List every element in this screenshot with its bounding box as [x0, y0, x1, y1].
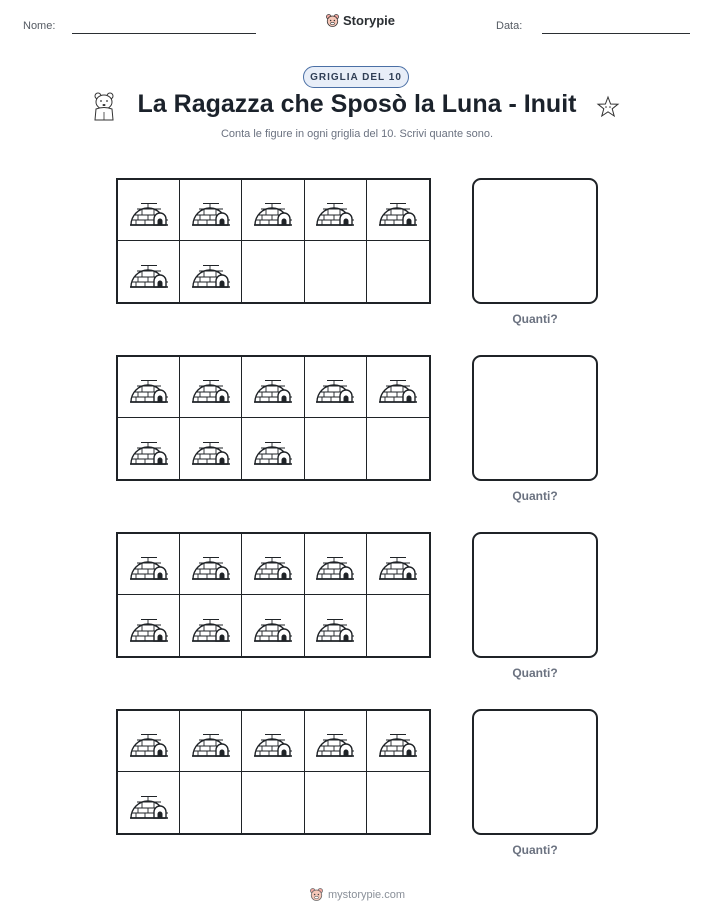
filled-cell: [118, 180, 180, 241]
filled-cell: [180, 241, 242, 302]
igloo-icon: [252, 722, 294, 760]
instructions: Conta le figure in ogni griglia del 10. Scrivi quante sono.: [220, 128, 494, 140]
ten-frame-1: [116, 178, 431, 304]
filled-cell: [180, 534, 242, 595]
brand-logo: [325, 13, 395, 28]
answer-box-4[interactable]: [472, 709, 598, 835]
polar-bear-icon: [89, 90, 119, 122]
answer-box-1[interactable]: [472, 178, 598, 304]
igloo-icon: [377, 722, 419, 760]
empty-cell: [242, 241, 304, 302]
empty-cell: [180, 772, 242, 833]
igloo-icon: [190, 191, 232, 229]
answer-label-2: Quanti?: [512, 489, 558, 503]
filled-cell: [305, 711, 367, 772]
bear-logo-icon: [309, 887, 324, 902]
filled-cell: [118, 711, 180, 772]
empty-cell: [367, 418, 429, 479]
filled-cell: [367, 357, 429, 418]
filled-cell: [242, 180, 304, 241]
filled-cell: [242, 595, 304, 656]
filled-cell: [118, 772, 180, 833]
name-label: Nome:: [23, 20, 56, 32]
igloo-icon: [128, 191, 170, 229]
filled-cell: [118, 595, 180, 656]
bear-logo-icon: [325, 13, 340, 28]
igloo-icon: [190, 253, 232, 291]
brand-name: Storypie: [343, 13, 396, 28]
filled-cell: [180, 595, 242, 656]
igloo-icon: [190, 430, 232, 468]
igloo-icon: [128, 430, 170, 468]
igloo-icon: [190, 607, 232, 645]
igloo-icon: [314, 368, 356, 406]
filled-cell: [118, 534, 180, 595]
filled-cell: [180, 357, 242, 418]
answer-label-1: Quanti?: [512, 312, 558, 326]
igloo-icon: [190, 722, 232, 760]
igloo-icon: [314, 722, 356, 760]
filled-cell: [242, 418, 304, 479]
worksheet-type-badge: GRIGLIA DEL 10: [303, 66, 409, 88]
igloo-icon: [314, 545, 356, 583]
ten-frame-2: [116, 355, 431, 481]
igloo-icon: [252, 545, 294, 583]
igloo-icon: [377, 368, 419, 406]
answer-label-3: Quanti?: [512, 666, 558, 680]
ten-frame-4: [116, 709, 431, 835]
filled-cell: [367, 534, 429, 595]
igloo-icon: [252, 430, 294, 468]
igloo-icon: [128, 607, 170, 645]
filled-cell: [367, 180, 429, 241]
igloo-icon: [314, 191, 356, 229]
filled-cell: [242, 711, 304, 772]
answer-box-2[interactable]: [472, 355, 598, 481]
empty-cell: [242, 772, 304, 833]
filled-cell: [367, 711, 429, 772]
answer-box-3[interactable]: [472, 532, 598, 658]
filled-cell: [305, 534, 367, 595]
igloo-icon: [314, 607, 356, 645]
filled-cell: [118, 418, 180, 479]
filled-cell: [118, 241, 180, 302]
filled-cell: [180, 418, 242, 479]
filled-cell: [242, 534, 304, 595]
ten-frame-3: [116, 532, 431, 658]
star-icon: [596, 95, 620, 119]
filled-cell: [118, 357, 180, 418]
footer-url[interactable]: mystorypie.com: [327, 888, 406, 901]
empty-cell: [367, 595, 429, 656]
filled-cell: [305, 180, 367, 241]
filled-cell: [305, 595, 367, 656]
igloo-icon: [190, 368, 232, 406]
igloo-icon: [377, 545, 419, 583]
date-label: Data:: [496, 20, 523, 32]
footer: [0, 887, 714, 902]
empty-cell: [367, 241, 429, 302]
filled-cell: [305, 357, 367, 418]
igloo-icon: [377, 191, 419, 229]
empty-cell: [305, 418, 367, 479]
igloo-icon: [128, 253, 170, 291]
igloo-icon: [128, 368, 170, 406]
empty-cell: [305, 772, 367, 833]
igloo-icon: [190, 545, 232, 583]
page-title: La Ragazza che Sposò la Luna - Inuit: [137, 90, 577, 118]
name-line[interactable]: [72, 33, 256, 34]
date-line[interactable]: [542, 33, 690, 34]
igloo-icon: [252, 191, 294, 229]
igloo-icon: [128, 784, 170, 822]
igloo-icon: [252, 607, 294, 645]
igloo-icon: [252, 368, 294, 406]
filled-cell: [242, 357, 304, 418]
answer-label-4: Quanti?: [512, 843, 558, 857]
filled-cell: [180, 711, 242, 772]
filled-cell: [180, 180, 242, 241]
igloo-icon: [128, 545, 170, 583]
empty-cell: [367, 772, 429, 833]
igloo-icon: [128, 722, 170, 760]
empty-cell: [305, 241, 367, 302]
